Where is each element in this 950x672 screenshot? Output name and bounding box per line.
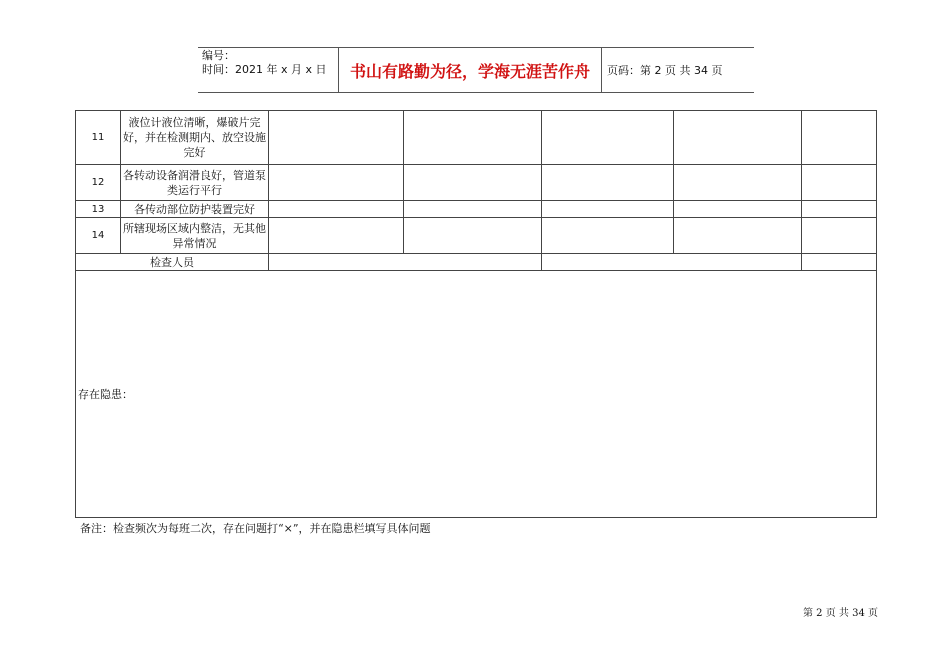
table-cell[interactable] (674, 201, 802, 218)
table-row (76, 165, 877, 201)
table-cell[interactable] (269, 111, 404, 165)
table-cell[interactable] (542, 111, 674, 165)
inspector-signature-cell[interactable] (542, 254, 802, 271)
table-cell[interactable] (542, 218, 674, 254)
hazard-row (76, 271, 877, 518)
table-row (76, 111, 877, 165)
inspector-signature-cell[interactable] (269, 254, 542, 271)
table-cell[interactable] (269, 201, 404, 218)
table-cell[interactable] (542, 165, 674, 201)
header-meta (202, 49, 327, 77)
table-cell[interactable] (802, 111, 877, 165)
table-cell[interactable] (674, 218, 802, 254)
row-number: 11 (76, 111, 121, 165)
time-label: 时间：2021 年 x 月 x 日 (202, 63, 327, 76)
page-header (198, 47, 754, 93)
table-cell[interactable] (674, 165, 802, 201)
table-cell[interactable] (542, 201, 674, 218)
table-cell[interactable] (269, 165, 404, 201)
table-cell[interactable] (802, 218, 877, 254)
page-footer: 第 2 页 共 34 页 (803, 608, 878, 619)
check-item: 各传动部位防护装置完好 (121, 201, 269, 218)
row-number: 13 (76, 201, 121, 218)
table-cell[interactable] (404, 111, 542, 165)
check-item: 所辖现场区域内整洁，无其他异常情况 (121, 218, 269, 254)
table-cell[interactable] (674, 111, 802, 165)
row-number: 12 (76, 165, 121, 201)
header-motto: 书山有路勤为径，学海无涯苦作舟 (349, 61, 590, 81)
hazard-label: 存在隐患： (78, 388, 133, 401)
inspector-row (76, 254, 877, 271)
header-page-code: 页码：第 2 页 共 34 页 (607, 64, 723, 77)
number-label: 编号： (202, 49, 235, 62)
table-cell[interactable] (404, 165, 542, 201)
table-cell[interactable] (269, 218, 404, 254)
inspection-table (75, 110, 877, 518)
table-cell[interactable] (802, 165, 877, 201)
row-number: 14 (76, 218, 121, 254)
table-cell[interactable] (404, 218, 542, 254)
table-row (76, 201, 877, 218)
remarks-note: 备注：检查频次为每班二次，存在问题打“×”，并在隐患栏填写具体问题 (80, 522, 431, 535)
hazard-cell[interactable] (76, 271, 877, 518)
table-cell[interactable] (404, 201, 542, 218)
inspector-signature-cell[interactable] (802, 254, 877, 271)
inspector-label: 检查人员 (76, 254, 269, 271)
check-item: 各转动设备润滑良好，管道泵类运行平行 (121, 165, 269, 201)
table-row (76, 218, 877, 254)
table-cell[interactable] (802, 201, 877, 218)
header-divider (601, 48, 602, 92)
check-item: 液位计液位清晰，爆破片完好，并在检测期内、放空设施完好 (121, 111, 269, 165)
